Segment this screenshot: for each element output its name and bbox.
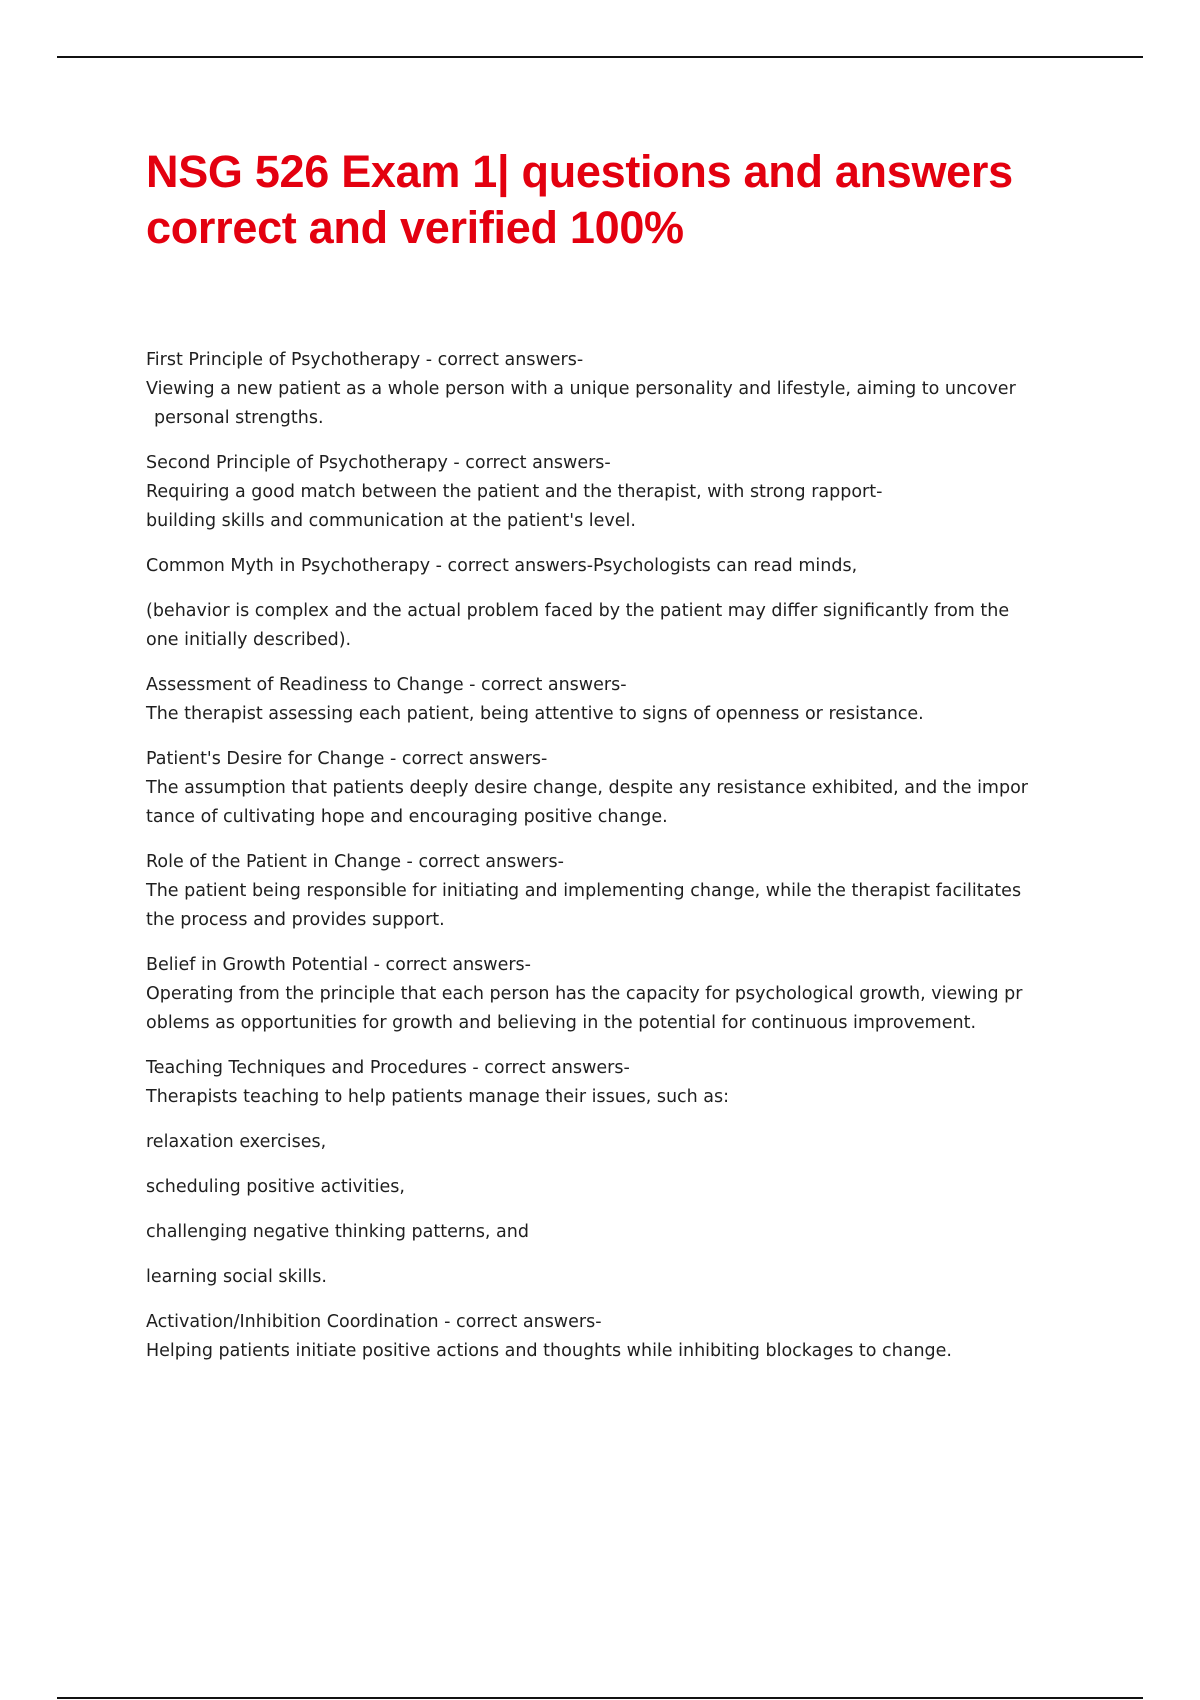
- answer-text: The therapist assessing each patient, being attentive to signs of openness or resistance.: [146, 704, 924, 724]
- answer-text: one initially described).: [146, 630, 352, 650]
- question-text: Patient's Desire for Change - correct answers-: [146, 749, 548, 769]
- question-text: Assessment of Readiness to Change - correct answers-: [146, 675, 627, 695]
- list-item: relaxation exercises,: [146, 1132, 327, 1152]
- answer-text: The patient being responsible for initiating and implementing change, while the therapist facilitates: [146, 881, 1022, 901]
- question-text: Belief in Growth Potential - correct answers-: [146, 955, 531, 975]
- footer-rule: [57, 1697, 1143, 1699]
- question-text: Teaching Techniques and Procedures - correct answers-: [146, 1058, 630, 1078]
- answer-text: Viewing a new patient as a whole person with a unique personality and lifestyle, aiming to uncover: [146, 379, 1016, 399]
- answer-text: The assumption that patients deeply desire change, despite any resistance exhibited, and the impor: [146, 778, 1028, 798]
- answer-text: personal strengths.: [154, 408, 324, 428]
- list-item: scheduling positive activities,: [146, 1177, 405, 1197]
- answer-text: the process and provides support.: [146, 910, 445, 930]
- header-rule: [57, 56, 1143, 58]
- title-line-2: correct and verified 100%: [146, 202, 684, 253]
- question-text: Role of the Patient in Change - correct answers-: [146, 852, 564, 872]
- answer-text: tance of cultivating hope and encouraging positive change.: [146, 807, 668, 827]
- answer-text: building skills and communication at the patient's level.: [146, 511, 636, 531]
- document-body: [146, 346, 1086, 1366]
- question-text: Second Principle of Psychotherapy - correct answers-: [146, 453, 611, 473]
- question-text: Activation/Inhibition Coordination - correct answers-: [146, 1312, 602, 1332]
- answer-text: Requiring a good match between the patient and the therapist, with strong rapport-: [146, 482, 883, 502]
- answer-text: Therapists teaching to help patients manage their issues, such as:: [146, 1087, 730, 1107]
- answer-text: Operating from the principle that each person has the capacity for psychological growth, viewing pr: [146, 984, 1023, 1004]
- title-line-1: NSG 526 Exam 1| questions and answers: [146, 146, 1013, 197]
- question-text: Common Myth in Psychotherapy - correct answers-Psychologists can read minds,: [146, 556, 858, 576]
- document-title: [146, 144, 1106, 256]
- list-item: learning social skills.: [146, 1267, 327, 1287]
- answer-text: Helping patients initiate positive actions and thoughts while inhibiting blockages to change.: [146, 1341, 952, 1361]
- question-text: First Principle of Psychotherapy - correct answers-: [146, 350, 584, 370]
- list-item: challenging negative thinking patterns, and: [146, 1222, 529, 1242]
- answer-text: oblems as opportunities for growth and believing in the potential for continuous improvement.: [146, 1013, 977, 1033]
- answer-text: (behavior is complex and the actual problem faced by the patient may differ significantly from the: [146, 601, 1010, 621]
